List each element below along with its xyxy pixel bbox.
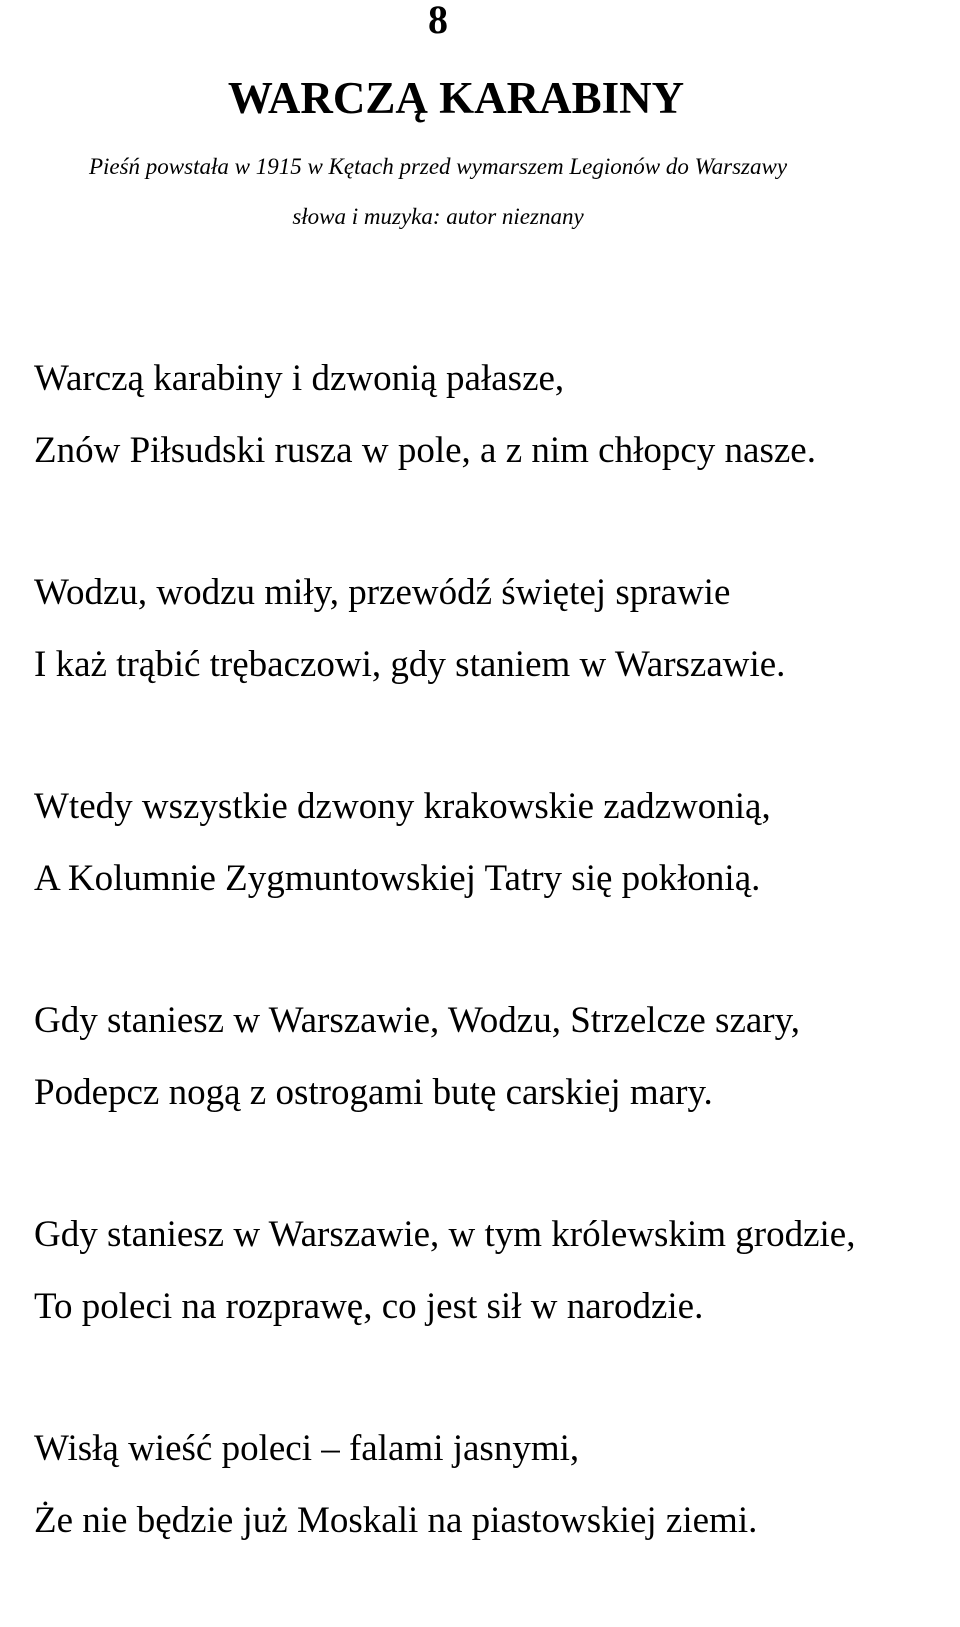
stanza-line: To poleci na rozprawę, co jest sił w narodzie.	[34, 1286, 704, 1327]
stanza-6	[34, 1413, 954, 1557]
stanza-line: Że nie będzie już Moskali na piastowskiej ziemi.	[34, 1500, 758, 1541]
stanza-line: A Kolumnie Zygmuntowskiej Tatry się pokłonią.	[34, 858, 761, 899]
page-number: 8	[428, 0, 448, 42]
stanza-4	[34, 985, 954, 1129]
stanza-3	[34, 771, 954, 915]
stanza-line: Wodzu, wodzu miły, przewódź świętej sprawie	[34, 572, 731, 613]
stanza-line: Warczą karabiny i dzwonią pałasze,	[34, 358, 565, 399]
stanza-line: Gdy staniesz w Warszawie, w tym królewskim grodzie,	[34, 1214, 856, 1255]
song-origin-note: Pieśń powstała w 1915 w Kętach przed wymarszem Legionów do Warszawy	[88, 154, 788, 179]
stanza-line: Znów Piłsudski rusza w pole, a z nim chłopcy nasze.	[34, 430, 816, 471]
song-author-note: słowa i muzyka: autor nieznany	[292, 204, 584, 229]
stanza-line: Podepcz nogą z ostrogami butę carskiej mary.	[34, 1072, 713, 1113]
poem-body	[34, 343, 954, 1627]
stanza-2	[34, 557, 954, 701]
song-title: WARCZĄ KARABINY	[227, 73, 685, 123]
stanza-5	[34, 1199, 954, 1343]
stanza-line: I każ trąbić trębaczowi, gdy staniem w Warszawie.	[34, 644, 786, 685]
stanza-line: Wisłą wieść poleci – falami jasnymi,	[34, 1428, 580, 1469]
stanza-line: Wtedy wszystkie dzwony krakowskie zadzwonią,	[34, 786, 771, 827]
stanza-line: Gdy staniesz w Warszawie, Wodzu, Strzelcze szary,	[34, 1000, 800, 1041]
stanza-1	[34, 343, 954, 487]
